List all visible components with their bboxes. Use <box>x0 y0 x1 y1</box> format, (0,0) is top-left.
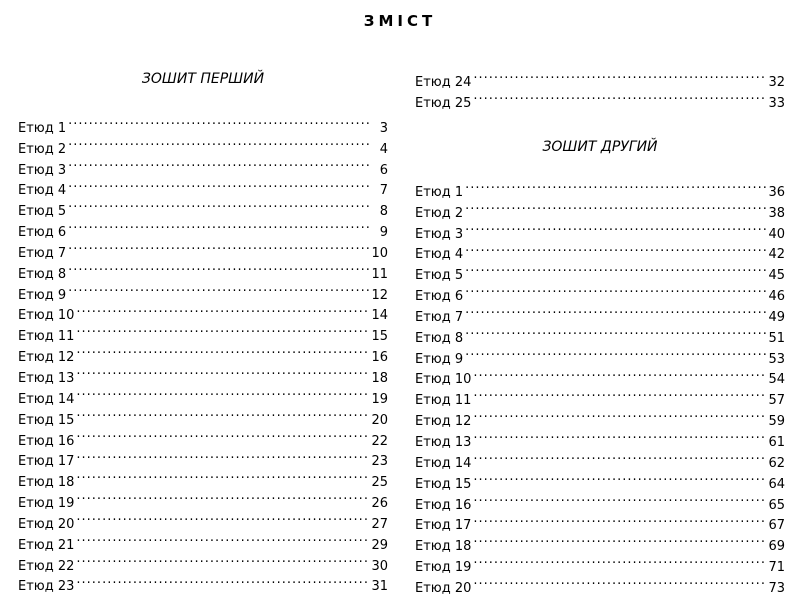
toc-entry <box>18 278 388 303</box>
dot-leader <box>68 194 372 215</box>
toc-entry-label: Етюд 6 <box>18 225 67 241</box>
dot-leader <box>76 319 369 340</box>
toc-entry-label: Етюд 25 <box>415 95 472 111</box>
toc-entry-page-number: 25 <box>371 475 388 491</box>
toc-entry <box>415 363 785 388</box>
toc-entry-page-number: 27 <box>371 516 388 532</box>
toc-entry-page-number: 6 <box>379 162 388 178</box>
toc-entry-page-number: 31 <box>371 579 388 595</box>
dot-leader <box>76 340 369 361</box>
dot-leader <box>68 215 372 236</box>
dot-leader <box>473 86 766 107</box>
toc-entry <box>415 175 785 200</box>
toc-entry <box>415 65 785 90</box>
toc-entry-page-number: 46 <box>768 289 785 305</box>
dot-leader <box>465 321 766 342</box>
toc-entry <box>415 300 785 325</box>
toc-entry-page-number: 40 <box>768 226 785 242</box>
dot-leader <box>76 465 369 486</box>
toc-entry-page-number: 38 <box>768 205 785 221</box>
dot-leader <box>76 403 369 424</box>
toc-entry <box>18 236 388 261</box>
dot-leader <box>473 404 766 425</box>
dot-leader <box>473 550 766 571</box>
toc-entry-label: Етюд 9 <box>18 287 67 303</box>
toc-entry-page-number: 59 <box>768 414 785 430</box>
toc-entry <box>415 217 785 242</box>
toc-entry-page-number: 8 <box>379 204 388 220</box>
toc-entry <box>18 215 388 241</box>
toc-entry-label: Етюд 3 <box>415 226 464 242</box>
toc-entry-page-number: 15 <box>371 329 388 345</box>
toc-entry-page-number: 29 <box>371 537 388 553</box>
toc-entry-page-number: 69 <box>768 539 785 555</box>
toc-entry-label: Етюд 16 <box>18 433 75 449</box>
toc-entry-label: Етюд 10 <box>18 308 75 324</box>
toc-entry-label: Етюд 3 <box>18 162 67 178</box>
toc-entry-page-number: 53 <box>768 351 785 367</box>
toc-entry-page-number: 19 <box>371 391 388 407</box>
toc-entry-page-number: 4 <box>379 141 388 157</box>
toc-entry-page-number: 61 <box>768 434 785 450</box>
toc-entry <box>18 299 388 324</box>
dot-leader <box>465 258 766 279</box>
toc-entry <box>415 321 785 346</box>
toc-entry-page-number: 12 <box>371 287 388 303</box>
toc-entry <box>18 194 388 220</box>
toc-entry-page-number: 18 <box>371 370 388 386</box>
toc-list-first-notebook <box>18 111 388 595</box>
toc-entry <box>415 258 785 284</box>
toc-entry <box>415 279 785 305</box>
toc-entry-page-number: 32 <box>768 74 785 90</box>
toc-entry-page-number: 16 <box>371 350 388 366</box>
toc-entry-page-number: 51 <box>768 330 785 346</box>
dot-leader <box>473 425 766 446</box>
toc-entry-page-number: 73 <box>768 580 785 596</box>
dot-leader <box>76 507 369 528</box>
dot-leader <box>473 363 766 384</box>
dot-leader <box>465 217 766 238</box>
dot-leader <box>465 175 766 196</box>
toc-entry-label: Етюд 18 <box>415 539 472 555</box>
section-title-first-notebook: ЗОШИТ ПЕРШИЙ <box>141 71 265 87</box>
toc-entry <box>415 196 785 221</box>
toc-entry <box>415 238 785 263</box>
dot-leader <box>76 299 369 320</box>
toc-entry-page-number: 33 <box>768 95 785 111</box>
toc-entry-page-number: 67 <box>768 518 785 534</box>
toc-entry-page-number: 7 <box>379 183 388 199</box>
toc-entry-label: Етюд 22 <box>18 558 75 574</box>
dot-leader <box>473 65 766 86</box>
dot-leader <box>465 300 766 321</box>
toc-entry-label: Етюд 1 <box>18 120 67 136</box>
toc-entry-page-number: 57 <box>768 393 785 409</box>
dot-leader <box>465 238 766 259</box>
toc-entry-page-number: 3 <box>379 120 388 136</box>
dot-leader <box>76 361 369 382</box>
dot-leader <box>76 549 369 570</box>
toc-entry-label: Етюд 19 <box>18 496 75 512</box>
toc-entry <box>18 174 388 199</box>
toc-entry-label: Етюд 23 <box>18 579 75 595</box>
toc-entry <box>18 257 388 282</box>
toc-entry-page-number: 49 <box>768 309 785 325</box>
toc-entry-label: Етюд 13 <box>18 370 75 386</box>
toc-entry-page-number: 10 <box>371 245 388 261</box>
toc-entry-label: Етюд 20 <box>18 516 75 532</box>
toc-entry-label: Етюд 6 <box>415 289 464 305</box>
toc-entry-label: Етюд 16 <box>415 497 472 513</box>
toc-entry-label: Етюд 19 <box>415 560 472 576</box>
toc-entry-page-number: 54 <box>768 372 785 388</box>
toc-entry <box>415 342 785 367</box>
dot-leader <box>465 342 766 363</box>
toc-entry-label: Етюд 9 <box>415 351 464 367</box>
toc-entry-page-number: 36 <box>768 184 785 200</box>
toc-entry-label: Етюд 5 <box>415 268 464 284</box>
toc-entry-page-number: 45 <box>768 268 785 284</box>
dot-leader <box>76 445 369 466</box>
toc-entry-page-number: 64 <box>768 476 785 492</box>
dot-leader <box>473 509 766 530</box>
dot-leader <box>473 446 766 467</box>
dot-leader <box>68 111 372 132</box>
dot-leader <box>76 528 369 549</box>
toc-entry-label: Етюд 4 <box>415 247 464 263</box>
toc-entry-label: Етюд 2 <box>415 205 464 221</box>
toc-entry-label: Етюд 17 <box>18 454 75 470</box>
toc-entry-label: Етюд 21 <box>18 537 75 553</box>
toc-entry-label: Етюд 7 <box>415 309 464 325</box>
toc-entry-page-number: 42 <box>768 247 785 263</box>
dot-leader <box>68 132 372 153</box>
dot-leader <box>68 174 372 195</box>
toc-entry-label: Етюд 20 <box>415 580 472 596</box>
dot-leader <box>68 236 369 257</box>
toc-entry-page-number: 65 <box>768 497 785 513</box>
toc-entry-page-number: 20 <box>371 412 388 428</box>
dot-leader <box>68 257 369 278</box>
toc-entry-page-number: 22 <box>371 433 388 449</box>
toc-entry-page-number: 62 <box>768 455 785 471</box>
toc-entry-label: Етюд 2 <box>18 141 67 157</box>
toc-entry <box>18 111 388 136</box>
toc-entry-label: Етюд 18 <box>18 475 75 491</box>
page-title: ЗМІСТ <box>363 12 437 30</box>
toc-entry-label: Етюд 4 <box>18 183 67 199</box>
toc-entry-label: Етюд 11 <box>18 329 75 345</box>
toc-entry-label: Етюд 14 <box>18 391 75 407</box>
toc-list-second-notebook <box>415 175 785 596</box>
dot-leader <box>473 529 766 550</box>
dot-leader <box>68 278 369 299</box>
dot-leader <box>76 382 369 403</box>
toc-entry-label: Етюд 15 <box>18 412 75 428</box>
dot-leader <box>473 571 766 592</box>
toc-entry-page-number: 26 <box>371 496 388 512</box>
dot-leader <box>76 570 369 591</box>
toc-entry-label: Етюд 8 <box>415 330 464 346</box>
toc-entry-label: Етюд 24 <box>415 74 472 90</box>
toc-list-continued <box>415 65 785 111</box>
toc-entry-label: Етюд 14 <box>415 455 472 471</box>
dot-leader <box>76 424 369 445</box>
toc-entry-label: Етюд 12 <box>18 350 75 366</box>
toc-entry-page-number: 23 <box>371 454 388 470</box>
dot-leader <box>76 486 369 507</box>
dot-leader <box>473 383 766 404</box>
toc-entry-page-number: 71 <box>768 560 785 576</box>
toc-entry-label: Етюд 8 <box>18 266 67 282</box>
toc-entry <box>18 132 388 157</box>
dot-leader <box>473 467 766 488</box>
toc-entry-label: Етюд 10 <box>415 372 472 388</box>
toc-entry-label: Етюд 7 <box>18 245 67 261</box>
section-title-second-notebook: ЗОШИТ ДРУГИЙ <box>542 139 658 155</box>
toc-entry-label: Етюд 15 <box>415 476 472 492</box>
toc-entry-label: Етюд 11 <box>415 393 472 409</box>
toc-entry <box>18 153 388 178</box>
dot-leader <box>68 153 372 174</box>
toc-entry-label: Етюд 12 <box>415 414 472 430</box>
toc-entry-label: Етюд 17 <box>415 518 472 534</box>
toc-entry-page-number: 11 <box>371 266 388 282</box>
dot-leader <box>465 196 766 217</box>
toc-entry-label: Етюд 13 <box>415 434 472 450</box>
toc-entry-page-number: 30 <box>371 558 388 574</box>
toc-entry-page-number: 9 <box>379 225 388 241</box>
dot-leader <box>473 488 766 509</box>
toc-entry-label: Етюд 5 <box>18 204 67 220</box>
dot-leader <box>465 279 766 300</box>
toc-entry-label: Етюд 1 <box>415 184 464 200</box>
toc-entry-page-number: 14 <box>371 308 388 324</box>
